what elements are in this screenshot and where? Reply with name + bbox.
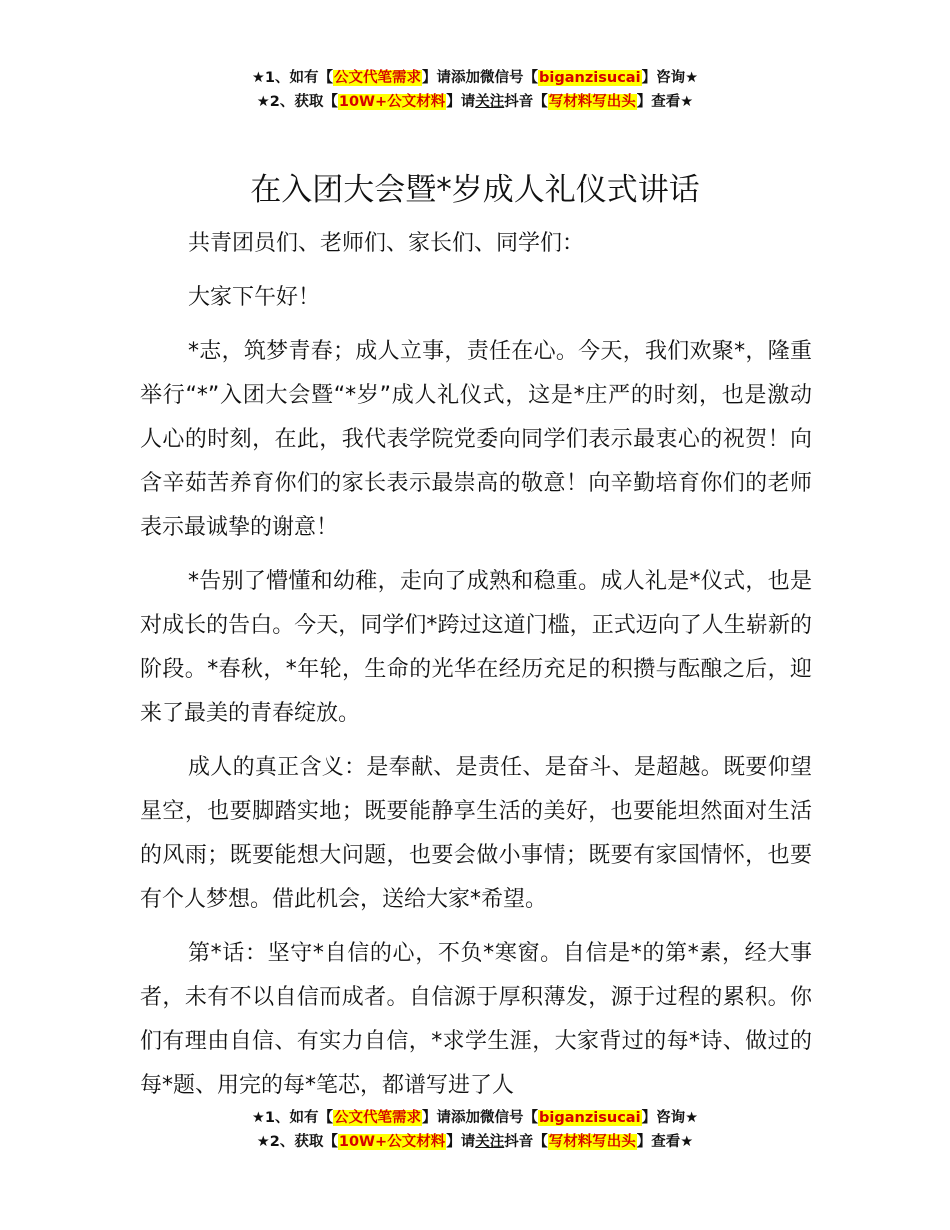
highlight-wechat-id: biganzisucai <box>539 70 641 86</box>
highlight-wechat-id: biganzisucai <box>539 1110 641 1126</box>
paragraph: *志，筑梦青春；成人立事，责任在心。今天，我们欢聚*，隆重举行“*”入团大会暨“*岁”成人礼仪式，这是*庄严的时刻，也是激动人心的时刻，在此，我代表学院党委向同学们表示最衷心的祝贺！向含辛茹苦养育你们的家长表示最崇高的敬意！向辛勤培育你们的老师表示最诚挚的谢意！ <box>140 339 812 540</box>
paragraph: 第*话：坚守*自信的心，不负*寒窗。自信是*的第*素，经大事者，未有不以自信而成者。自信源于厚积薄发，源于过程的累积。你们有理由自信、有实力自信，*求学生涯，大家背过的每*诗、做过的每*题、用完的每*笔芯，都谱写进了人 <box>140 941 812 1098</box>
underlined-follow: 关注 <box>475 94 505 110</box>
banner-line-1: ★1、如有【公文代笔需求】请添加微信号【biganzisucai】咨询★ <box>251 1110 699 1126</box>
footer-banner <box>0 1106 950 1154</box>
underlined-follow: 关注 <box>475 1134 505 1150</box>
document-body <box>140 222 812 1118</box>
paragraph-salutation: 大家下午好！ <box>188 285 321 310</box>
banner-line-2: ★2、获取【10W+公文材料】请关注抖音【写材料写出头】查看★ <box>256 94 694 110</box>
highlight-ghostwriting: 公文代笔需求 <box>334 70 422 86</box>
highlight-douyin: 写材料写出头 <box>548 1134 636 1150</box>
highlight-douyin: 写材料写出头 <box>548 94 636 110</box>
banner-line-1: ★1、如有【公文代笔需求】请添加微信号【biganzisucai】咨询★ <box>251 70 699 86</box>
paragraph: *告别了懵懂和幼稚，走向了成熟和稳重。成人礼是*仪式，也是对成长的告白。今天，同学们*跨过这道门槛，正式迈向了人生崭新的阶段。*春秋，*年轮，生命的光华在经历充足的积攒与酝酿之后，迎来了最美的青春绽放。 <box>140 569 812 726</box>
banner-line-2: ★2、获取【10W+公文材料】请关注抖音【写材料写出头】查看★ <box>256 1134 694 1150</box>
paragraph: 成人的真正含义：是奉献、是责任、是奋斗、是超越。既要仰望星空，也要脚踏实地；既要能静享生活的美好，也要能坦然面对生活的风雨；既要能想大问题，也要会做小事情；既要有家国情怀，也要有个人梦想。借此机会，送给大家*希望。 <box>140 755 812 912</box>
paragraph-greeting: 共青团员们、老师们、家长们、同学们： <box>188 231 585 256</box>
document-title: 在入团大会暨*岁成人礼仪式讲话 <box>250 172 700 208</box>
highlight-materials: 10W+公文材料 <box>338 1134 446 1150</box>
highlight-materials: 10W+公文材料 <box>338 94 446 110</box>
header-banner <box>0 66 950 114</box>
highlight-ghostwriting: 公文代笔需求 <box>334 1110 422 1126</box>
